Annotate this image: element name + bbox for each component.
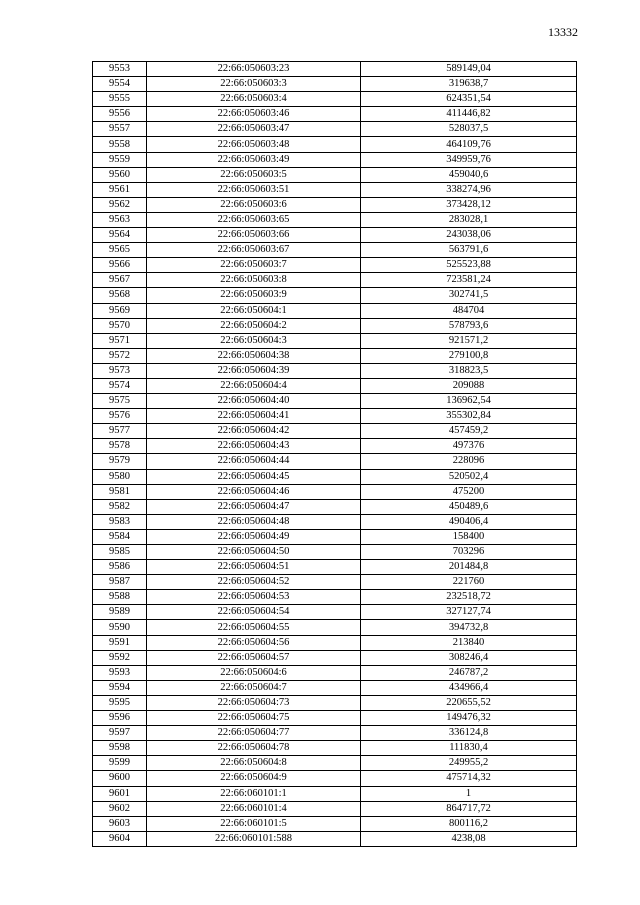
table-row <box>93 741 577 756</box>
table-row <box>93 318 577 333</box>
row-number-cell: 9560 <box>93 167 147 182</box>
cadastral-number-cell: 22:66:050603:48 <box>147 137 361 152</box>
cadastral-value-cell: 318823,5 <box>361 363 577 378</box>
row-number-cell: 9598 <box>93 741 147 756</box>
cadastral-value-cell: 209088 <box>361 378 577 393</box>
cadastral-number-cell: 22:66:050603:67 <box>147 243 361 258</box>
table-row <box>93 545 577 560</box>
row-number-cell: 9569 <box>93 303 147 318</box>
row-number-cell: 9603 <box>93 816 147 831</box>
cadastral-number-cell: 22:66:050603:9 <box>147 288 361 303</box>
row-number-cell: 9559 <box>93 152 147 167</box>
row-number-cell: 9563 <box>93 212 147 227</box>
cadastral-number-cell: 22:66:050604:7 <box>147 680 361 695</box>
cadastral-value-cell: 136962,54 <box>361 394 577 409</box>
table-row <box>93 424 577 439</box>
row-number-cell: 9580 <box>93 469 147 484</box>
cadastral-value-table <box>92 61 577 847</box>
table-row <box>93 831 577 846</box>
cadastral-value-cell: 111830,4 <box>361 741 577 756</box>
cadastral-value-cell: 221760 <box>361 575 577 590</box>
row-number-cell: 9562 <box>93 197 147 212</box>
cadastral-value-cell: 158400 <box>361 529 577 544</box>
cadastral-number-cell: 22:66:050604:9 <box>147 771 361 786</box>
table-row <box>93 288 577 303</box>
table-row <box>93 454 577 469</box>
cadastral-value-cell: 394732,8 <box>361 620 577 635</box>
cadastral-value-cell: 338274,96 <box>361 182 577 197</box>
cadastral-number-cell: 22:66:050603:49 <box>147 152 361 167</box>
row-number-cell: 9602 <box>93 801 147 816</box>
cadastral-value-cell: 4238,08 <box>361 831 577 846</box>
cadastral-number-cell: 22:66:050603:3 <box>147 77 361 92</box>
cadastral-value-cell: 475714,32 <box>361 771 577 786</box>
table-row <box>93 575 577 590</box>
row-number-cell: 9597 <box>93 726 147 741</box>
table-row <box>93 258 577 273</box>
cadastral-number-cell: 22:66:050604:41 <box>147 409 361 424</box>
cadastral-value-cell: 457459,2 <box>361 424 577 439</box>
cadastral-value-cell: 921571,2 <box>361 333 577 348</box>
row-number-cell: 9565 <box>93 243 147 258</box>
cadastral-number-cell: 22:66:050603:47 <box>147 122 361 137</box>
row-number-cell: 9591 <box>93 635 147 650</box>
cadastral-value-cell: 520502,4 <box>361 469 577 484</box>
row-number-cell: 9578 <box>93 439 147 454</box>
table-row <box>93 469 577 484</box>
cadastral-value-cell: 319638,7 <box>361 77 577 92</box>
row-number-cell: 9588 <box>93 590 147 605</box>
table-row <box>93 801 577 816</box>
table-row <box>93 665 577 680</box>
table-row <box>93 590 577 605</box>
row-number-cell: 9572 <box>93 348 147 363</box>
cadastral-number-cell: 22:66:050604:56 <box>147 635 361 650</box>
row-number-cell: 9583 <box>93 514 147 529</box>
table-row <box>93 816 577 831</box>
row-number-cell: 9568 <box>93 288 147 303</box>
table-row <box>93 635 577 650</box>
row-number-cell: 9566 <box>93 258 147 273</box>
table-row <box>93 439 577 454</box>
table-row <box>93 786 577 801</box>
cadastral-value-cell: 220655,52 <box>361 695 577 710</box>
cadastral-number-cell: 22:66:050604:39 <box>147 363 361 378</box>
table-row <box>93 650 577 665</box>
row-number-cell: 9582 <box>93 499 147 514</box>
cadastral-number-cell: 22:66:060101:5 <box>147 816 361 831</box>
table-row <box>93 107 577 122</box>
cadastral-value-cell: 459040,6 <box>361 167 577 182</box>
cadastral-number-cell: 22:66:050604:50 <box>147 545 361 560</box>
table-row <box>93 212 577 227</box>
table-row <box>93 333 577 348</box>
cadastral-number-cell: 22:66:050603:6 <box>147 197 361 212</box>
cadastral-number-cell: 22:66:050604:49 <box>147 529 361 544</box>
table-row <box>93 394 577 409</box>
cadastral-value-cell: 589149,04 <box>361 62 577 77</box>
table-row <box>93 62 577 77</box>
table-row <box>93 137 577 152</box>
row-number-cell: 9570 <box>93 318 147 333</box>
cadastral-number-cell: 22:66:050603:51 <box>147 182 361 197</box>
cadastral-number-cell: 22:66:060101:1 <box>147 786 361 801</box>
row-number-cell: 9592 <box>93 650 147 665</box>
row-number-cell: 9593 <box>93 665 147 680</box>
row-number-cell: 9596 <box>93 711 147 726</box>
cadastral-number-cell: 22:66:050604:45 <box>147 469 361 484</box>
page-number: 13332 <box>548 25 578 39</box>
cadastral-number-cell: 22:66:050603:8 <box>147 273 361 288</box>
row-number-cell: 9599 <box>93 756 147 771</box>
cadastral-number-cell: 22:66:050604:51 <box>147 560 361 575</box>
cadastral-value-cell: 411446,82 <box>361 107 577 122</box>
row-number-cell: 9594 <box>93 680 147 695</box>
row-number-cell: 9556 <box>93 107 147 122</box>
row-number-cell: 9558 <box>93 137 147 152</box>
row-number-cell: 9573 <box>93 363 147 378</box>
cadastral-number-cell: 22:66:050603:66 <box>147 228 361 243</box>
table-row <box>93 726 577 741</box>
cadastral-number-cell: 22:66:050603:7 <box>147 258 361 273</box>
cadastral-value-cell: 149476,32 <box>361 711 577 726</box>
cadastral-value-cell: 464109,76 <box>361 137 577 152</box>
cadastral-value-cell: 490406,4 <box>361 514 577 529</box>
cadastral-number-cell: 22:66:050604:78 <box>147 741 361 756</box>
cadastral-value-cell: 232518,72 <box>361 590 577 605</box>
cadastral-value-cell: 703296 <box>361 545 577 560</box>
table-row <box>93 92 577 107</box>
row-number-cell: 9575 <box>93 394 147 409</box>
table-row <box>93 680 577 695</box>
cadastral-value-cell: 624351,54 <box>361 92 577 107</box>
row-number-cell: 9571 <box>93 333 147 348</box>
row-number-cell: 9587 <box>93 575 147 590</box>
cadastral-number-cell: 22:66:050604:53 <box>147 590 361 605</box>
row-number-cell: 9567 <box>93 273 147 288</box>
table-row <box>93 77 577 92</box>
cadastral-number-cell: 22:66:050604:57 <box>147 650 361 665</box>
cadastral-value-cell: 563791,6 <box>361 243 577 258</box>
cadastral-value-cell: 434966,4 <box>361 680 577 695</box>
table-row <box>93 529 577 544</box>
cadastral-value-cell: 327127,74 <box>361 605 577 620</box>
table-row <box>93 303 577 318</box>
row-number-cell: 9601 <box>93 786 147 801</box>
cadastral-number-cell: 22:66:050604:77 <box>147 726 361 741</box>
table-row <box>93 197 577 212</box>
cadastral-value-cell: 525523,88 <box>361 258 577 273</box>
row-number-cell: 9577 <box>93 424 147 439</box>
table-row <box>93 560 577 575</box>
table-row <box>93 348 577 363</box>
cadastral-value-cell: 497376 <box>361 439 577 454</box>
table-row <box>93 484 577 499</box>
table-row <box>93 409 577 424</box>
cadastral-number-cell: 22:66:050604:2 <box>147 318 361 333</box>
row-number-cell: 9553 <box>93 62 147 77</box>
row-number-cell: 9584 <box>93 529 147 544</box>
cadastral-number-cell: 22:66:060101:4 <box>147 801 361 816</box>
cadastral-number-cell: 22:66:050604:40 <box>147 394 361 409</box>
cadastral-number-cell: 22:66:050604:6 <box>147 665 361 680</box>
table-row <box>93 122 577 137</box>
table-row <box>93 514 577 529</box>
table-row <box>93 711 577 726</box>
row-number-cell: 9557 <box>93 122 147 137</box>
row-number-cell: 9576 <box>93 409 147 424</box>
row-number-cell: 9581 <box>93 484 147 499</box>
cadastral-number-cell: 22:66:060101:588 <box>147 831 361 846</box>
cadastral-value-cell: 373428,12 <box>361 197 577 212</box>
table-row <box>93 363 577 378</box>
cadastral-number-cell: 22:66:050603:4 <box>147 92 361 107</box>
table-row <box>93 499 577 514</box>
table-row <box>93 695 577 710</box>
cadastral-value-cell: 475200 <box>361 484 577 499</box>
table-body <box>93 62 577 847</box>
cadastral-value-cell: 800116,2 <box>361 816 577 831</box>
cadastral-value-cell: 246787,2 <box>361 665 577 680</box>
cadastral-number-cell: 22:66:050604:44 <box>147 454 361 469</box>
row-number-cell: 9600 <box>93 771 147 786</box>
cadastral-number-cell: 22:66:050604:1 <box>147 303 361 318</box>
cadastral-number-cell: 22:66:050603:5 <box>147 167 361 182</box>
cadastral-number-cell: 22:66:050604:75 <box>147 711 361 726</box>
cadastral-number-cell: 22:66:050604:55 <box>147 620 361 635</box>
row-number-cell: 9604 <box>93 831 147 846</box>
cadastral-value-cell: 228096 <box>361 454 577 469</box>
cadastral-number-cell: 22:66:050604:54 <box>147 605 361 620</box>
cadastral-value-cell: 201484,8 <box>361 560 577 575</box>
cadastral-value-cell: 249955,2 <box>361 756 577 771</box>
row-number-cell: 9589 <box>93 605 147 620</box>
table-row <box>93 756 577 771</box>
cadastral-number-cell: 22:66:050604:3 <box>147 333 361 348</box>
table-row <box>93 182 577 197</box>
cadastral-number-cell: 22:66:050604:4 <box>147 378 361 393</box>
table-row <box>93 273 577 288</box>
row-number-cell: 9561 <box>93 182 147 197</box>
cadastral-value-cell: 243038,06 <box>361 228 577 243</box>
cadastral-value-cell: 283028,1 <box>361 212 577 227</box>
cadastral-value-cell: 864717,72 <box>361 801 577 816</box>
row-number-cell: 9564 <box>93 228 147 243</box>
cadastral-value-cell: 213840 <box>361 635 577 650</box>
table-row <box>93 167 577 182</box>
row-number-cell: 9579 <box>93 454 147 469</box>
cadastral-value-cell: 308246,4 <box>361 650 577 665</box>
row-number-cell: 9555 <box>93 92 147 107</box>
table-row <box>93 152 577 167</box>
cadastral-value-cell: 336124,8 <box>361 726 577 741</box>
cadastral-value-cell: 1 <box>361 786 577 801</box>
cadastral-number-cell: 22:66:050604:73 <box>147 695 361 710</box>
cadastral-number-cell: 22:66:050603:23 <box>147 62 361 77</box>
cadastral-number-cell: 22:66:050604:43 <box>147 439 361 454</box>
cadastral-number-cell: 22:66:050604:52 <box>147 575 361 590</box>
cadastral-number-cell: 22:66:050604:46 <box>147 484 361 499</box>
cadastral-number-cell: 22:66:050604:48 <box>147 514 361 529</box>
table-row <box>93 620 577 635</box>
cadastral-number-cell: 22:66:050604:42 <box>147 424 361 439</box>
cadastral-value-cell: 528037,5 <box>361 122 577 137</box>
table-row <box>93 243 577 258</box>
cadastral-value-cell: 723581,24 <box>361 273 577 288</box>
cadastral-value-cell: 450489,6 <box>361 499 577 514</box>
cadastral-value-cell: 279100,8 <box>361 348 577 363</box>
row-number-cell: 9595 <box>93 695 147 710</box>
table-row <box>93 605 577 620</box>
row-number-cell: 9574 <box>93 378 147 393</box>
cadastral-value-cell: 302741,5 <box>361 288 577 303</box>
cadastral-value-cell: 355302,84 <box>361 409 577 424</box>
row-number-cell: 9554 <box>93 77 147 92</box>
cadastral-value-cell: 484704 <box>361 303 577 318</box>
table-row <box>93 771 577 786</box>
cadastral-number-cell: 22:66:050603:46 <box>147 107 361 122</box>
cadastral-number-cell: 22:66:050604:8 <box>147 756 361 771</box>
cadastral-number-cell: 22:66:050603:65 <box>147 212 361 227</box>
row-number-cell: 9585 <box>93 545 147 560</box>
row-number-cell: 9586 <box>93 560 147 575</box>
table-row <box>93 378 577 393</box>
cadastral-value-cell: 349959,76 <box>361 152 577 167</box>
cadastral-number-cell: 22:66:050604:47 <box>147 499 361 514</box>
cadastral-number-cell: 22:66:050604:38 <box>147 348 361 363</box>
cadastral-value-cell: 578793,6 <box>361 318 577 333</box>
row-number-cell: 9590 <box>93 620 147 635</box>
table-row <box>93 228 577 243</box>
